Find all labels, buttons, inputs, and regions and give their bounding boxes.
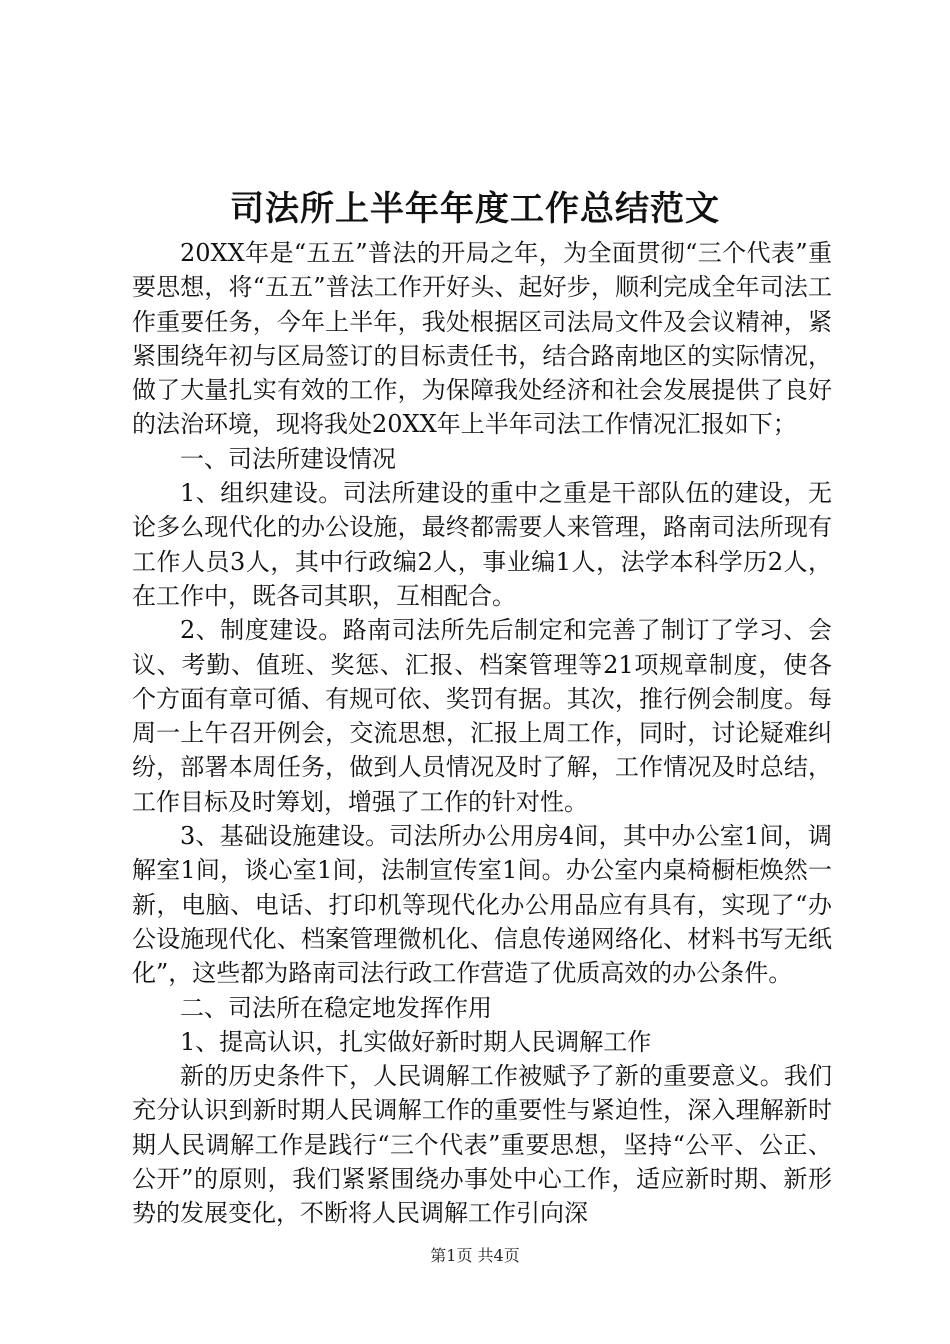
organization-paragraph: 1、组织建设。司法所建设的重中之重是干部队伍的建设，无论多么现代化的办公设施，最终都需要人来管理，路南司法所现有工作人员3人，其中行政编2人，事业编1人，法学本科学历2人，在工作中，既各司其职，互相配合。 bbox=[132, 479, 832, 610]
facilities-paragraph: 3、基础设施建设。司法所办公用房4间，其中办公室1间，调解室1间，谈心室1间，法制宣传室1间。办公室内桌椅橱柜焕然一新，电脑、电话、打印机等现代化办公用品应有具有，实现了“办公设施现代化、档案管理微机化、信息传递网络化、材料书写无纸化”，这些都为路南司法行政工作营造了优质高效的办公条件。 bbox=[132, 822, 832, 988]
document-title: 司法所上半年年度工作总结范文 bbox=[230, 189, 720, 229]
section-heading-2: 二、司法所在稳定地发挥作用 bbox=[180, 993, 492, 1022]
mediation-paragraph: 新的历史条件下，人民调解工作被赋予了新的重要意义。我们充分认识到新时期人民调解工作的重要性与紧迫性，深入理解新时期人民调解工作是践行“三个代表”重要思想，坚持“公平、公正、公开”的原则，我们紧紧围绕办事处中心工作，适应新时期、新形势的发展变化，不断将人民调解工作引向深 bbox=[132, 1062, 832, 1228]
system-paragraph: 2、制度建设。路南司法所先后制定和完善了制订了学习、会议、考勤、值班、奖惩、汇报、档案管理等21项规章制度，使各个方面有章可循、有规可依、奖罚有据。其次，推行例会制度。每周一上午召开例会，交流思想，汇报上周工作，同时，讨论疑难纠纷，部署本周任务，做到人员情况及时了解，工作情况及时总结，工作目标及时筹划，增强了工作的针对性。 bbox=[132, 616, 832, 816]
document-body bbox=[132, 236, 832, 1231]
intro-paragraph: 20XX年是“五五”普法的开局之年，为全面贯彻“三个代表”重要思想，将“五五”普法工作开好头、起好步，顺利完成全年司法工作重要任务，今年上半年，我处根据区司法局文件及会议精神，紧紧围绕年初与区局签订的目标责任书，结合路南地区的实际情况，做了大量扎实有效的工作，为保障我处经济和社会发展提供了良好的法治环境，现将我处20XX年上半年司法工作情况汇报如下； bbox=[132, 239, 832, 439]
page-footer: 第1页 共4页 bbox=[430, 1246, 520, 1265]
section-heading-1: 一、司法所建设情况 bbox=[180, 444, 396, 473]
subsection-heading-1: 1、提高认识，扎实做好新时期人民调解工作 bbox=[180, 1027, 652, 1056]
